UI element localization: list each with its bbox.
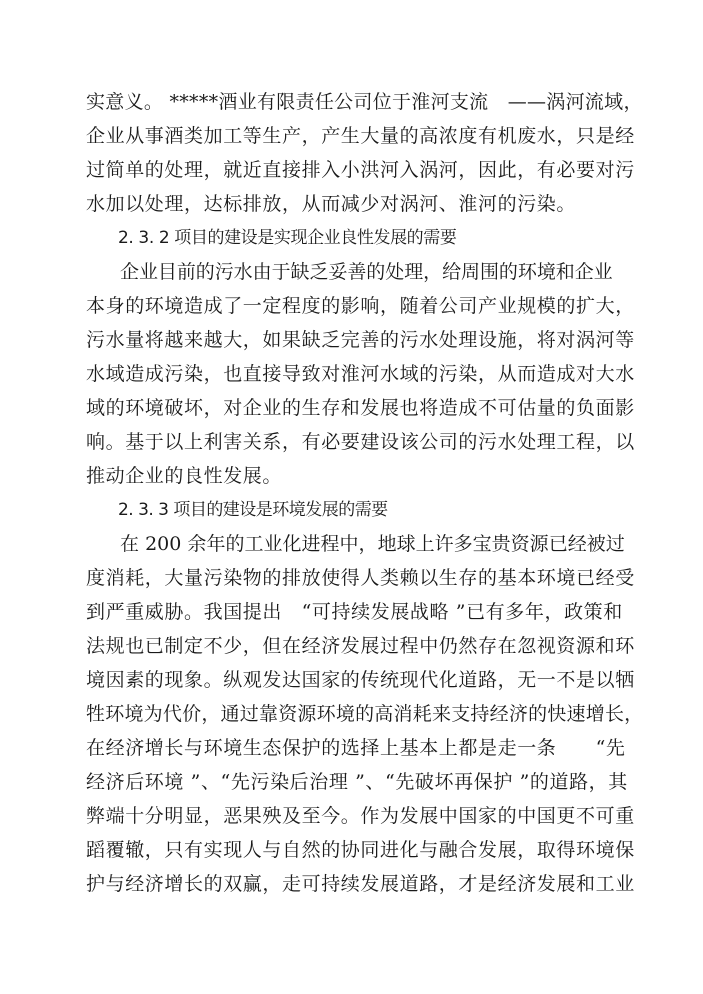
body-line: 污水量将越来越大，如果缺乏完善的污水处理设施，将对涡河等 [86, 329, 635, 351]
body-line: 响。基于以上利害关系，有必要建设该公司的污水处理工程，以 [86, 431, 635, 453]
body-line: 域的环境破坏，对企业的生存和发展也将造成不可估量的负面影 [86, 397, 635, 419]
body-line: 蹈覆辙，只有实现人与自然的协同进化与融合发展，取得环境保 [86, 839, 635, 861]
body-line: 度消耗，大量污染物的排放使得人类赖以生存的基本环境已经受 [86, 567, 635, 589]
body-line: 境因素的现象。纵观发达国家的传统现代化道路，无一不是以牺 [86, 669, 635, 691]
body-line: 实意义。 *****酒业有限责任公司位于淮河支流 ——涡河流域， [86, 91, 643, 113]
body-line: 过简单的处理，就近直接排入小洪河入涡河，因此，有必要对污 [86, 159, 635, 181]
body-line: 法规也已制定不少，但在经济发展过程中仍然存在忽视资源和环 [86, 635, 635, 657]
body-line: 企业从事酒类加工等生产，产生大量的高浓度有机废水，只是经 [86, 125, 635, 147]
body-line: 本身的环境造成了一定程度的影响，随着公司产业规模的扩大， [86, 295, 635, 317]
section-heading-2-3-2: 2. 3. 2 项目的建设是实现企业良性发展的需要 [118, 228, 457, 248]
section-heading-2-3-3: 2. 3. 3 项目的建设是环境发展的需要 [118, 500, 388, 520]
body-line: 在经济增长与环境生态保护的选择上基本上都是走一条 “先 [86, 737, 626, 759]
body-line: 在 200 余年的工业化进程中，地球上许多宝贵资源已经被过 [120, 533, 625, 555]
body-line: 水加以处理，达标排放，从而减少对涡河、淮河的污染。 [86, 193, 577, 215]
body-line: 牲环境为代价，通过靠资源环境的高消耗来支持经济的快速增长， [86, 703, 644, 725]
body-line: 弊端十分明显，恶果殃及至今。作为发展中国家的中国更不可重 [86, 805, 635, 827]
body-line: 经济后环境 ”、“先污染后治理 ”、“先破坏再保护 ”的道路，其 [86, 771, 628, 793]
body-line: 护与经济增长的双赢，走可持续发展道路，才是经济发展和工业 [86, 873, 635, 895]
body-line: 推动企业的良性发展。 [86, 465, 283, 487]
body-line: 到严重威胁。我国提出 “可持续发展战略 ”已有多年，政策和 [86, 601, 623, 623]
body-line: 水域造成污染，也直接导致对淮河水域的污染，从而造成对大水 [86, 363, 635, 385]
body-line: 企业目前的污水由于缺乏妥善的处理，给周围的环境和企业 [120, 261, 613, 283]
